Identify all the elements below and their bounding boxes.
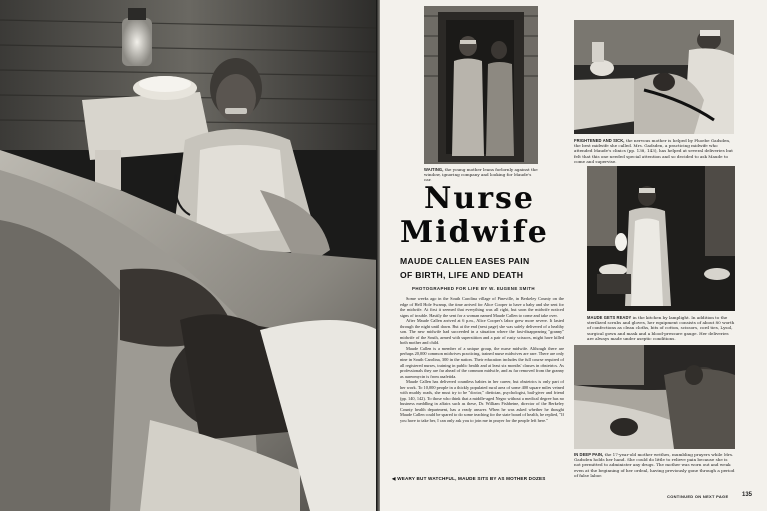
article-body (400, 296, 564, 424)
body-paragraph: After Maude Callen arrived at 6 p.m., Alice Cooper's labor grew more severe. It lasted through the night until dawn. But at the end (next page) she was safely delivered of a healthy son. The new midwife had succeeded in a situation where the fast-disappearing "granny" midwife of the South, armed with superstition and a pair of rusty scissors, might have killed both mother and child. (400, 318, 564, 346)
caption-lead: FRIGHTENED AND SICK, (574, 138, 625, 143)
caption-text: the 17-year-old mother writhes, mumbling prayers while Mrs. Gadsden holds her hand. She could do little to relieve pain because she is not permitted to administer any drugs. The mother was worn out and weak even at the beginning of her ordeal, having previously gone through a period of false labor. (574, 452, 735, 478)
maude-ready-photo (587, 166, 735, 311)
caption-text: in the kitchen by lamplight. In addition to the sterilized scrubs and gloves, her equipment consists of about 80 worth of confections as clean cloths, bits of cotton, scissors, cord ties, Lysol, surgical gown and mask and a blood-pressure gauge. Her deliveries are always made under aseptic conditions. (587, 315, 735, 341)
caption-lead: IN DEEP PAIN, (574, 452, 604, 457)
caption-lead: WAITING, (424, 167, 444, 172)
arrow-left-icon: ◀ (392, 476, 396, 481)
deep-pain-caption (574, 452, 735, 478)
body-paragraph: Some weeks ago in the South Carolina village of Pineville, in Berkeley County on the edge of Hell Hole Swamp, the time arrived for Alice Cooper to have a baby and she sent for the midwife. At first it seemed that everything was all right, but soon the midwife noticed signs of trouble. Hastily the sent for a woman named Maude Callen to come and take over. (400, 296, 564, 318)
nurse-bedside-photo (0, 0, 378, 511)
waiting-photo (424, 6, 538, 164)
deep-pain-photo (574, 345, 735, 449)
kicker-line-2: OF BIRTH, LIFE AND DEATH (400, 270, 524, 280)
caption-text: the young mother leans forlornly against the window, ignoring company and looking for Maude's car. (424, 167, 538, 183)
page-number: 135 (742, 492, 753, 498)
frightened-photo (574, 20, 734, 134)
right-page (380, 0, 767, 511)
caption-lead: MAUDE GETS READY (587, 315, 632, 320)
kicker-line-1: MAUDE CALLEN EASES PAIN (400, 256, 530, 266)
left-page-photo (0, 0, 378, 511)
headline-line-2: Midwife (400, 215, 549, 250)
headline-line-1: Nurse (424, 181, 536, 216)
body-paragraph: Maude Callen is a member of a unique group, the nurse midwife. Although there are perhaps 20,000 common midwives practicing, trained nurse midwives are rare. There are only nine in South Carolina, 300 in the nation. Their education includes the full course required of all registered nurses, training in public health and at least six months' classes in obstetrics. As professionals they are far ahead of the common midwife, and as far removed from the granny as aureomycin is from asafetida. (400, 345, 564, 379)
ready-caption (587, 315, 735, 341)
footer-caption (392, 476, 546, 482)
body-paragraph: Maude Callen has delivered countless babies in her career, but obstetrics is only part of her work. To 10,000 people in a thickly populated rural area of some 400 square miles veined with muddy roads, she must try to be "doctor," dietician, psychologist, bail-giver and friend (pp. 140, 142). To those who think that a middle-aged Negro without a medical degree has no business meddling in affairs such as these, Dr. William Fishbeine, director of the Berkeley County health department, has a ready answer. When he was asked whether he thought Maude Callen could be spared to do some teaching for the state board of health, he replied, "If you have to take her, I can only ask you to join me in prayer for the people left here." (400, 379, 565, 424)
byline: PHOTOGRAPHED FOR LIFE BY W. EUGENE SMITH (412, 286, 535, 291)
continued-label: CONTINUED ON NEXT PAGE (667, 494, 729, 499)
footer-caption-text: WEARY BUT WATCHFUL, MAUDE SITS BY AS MOTHER DOZES (397, 476, 546, 481)
caption-text: the nervous mother is helped by Phoebe Gadsden, the best midwife she called. Mrs. Gadsden, a practicing midwife who attended Maude's clinics (pp. 138, 143), has helped at several deliveries but felt that this one needed special attention and so decided to ask Maude to come and supervise. (574, 138, 733, 164)
frightened-caption (574, 138, 734, 164)
